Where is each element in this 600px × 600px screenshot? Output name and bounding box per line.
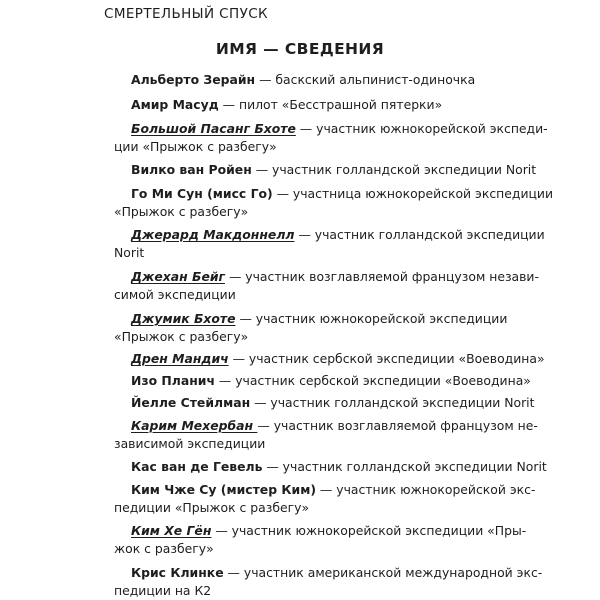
entry-name: Джерард Макдоннелл <box>131 227 295 242</box>
entry-description-continued: симой экспедиции <box>114 286 236 302</box>
section-title: ИМЯ — СВЕДЕНИЯ <box>215 40 385 58</box>
glossary-entry <box>114 120 548 155</box>
entry-description: — участник южнокорейской экспедиции <box>235 311 508 326</box>
entry-description: — участница южнокорейской экспедиции <box>272 186 554 201</box>
entry-name: Дрен Мандич <box>131 351 229 366</box>
glossary-entry <box>114 417 538 452</box>
entry-description: — участник голландской экспедиции Norit <box>262 459 547 474</box>
entry-name: Вилко ван Ройен <box>131 162 252 177</box>
entry-name: Карим Мехербан <box>131 418 258 433</box>
entry-name: Большой Пасанг Бхоте <box>131 121 296 136</box>
entry-description-continued: ции «Прыжок с разбегу» <box>114 138 277 154</box>
entry-description: — участник южнокорейской экспеди- <box>295 121 548 136</box>
glossary-entry <box>114 481 536 516</box>
entry-description: — участник голландской экспедиции <box>294 227 545 242</box>
entry-description-continued: педиции «Прыжок с разбегу» <box>114 499 310 515</box>
entry-name: Изо Планич <box>131 373 215 388</box>
entry-first-line <box>114 481 536 499</box>
entry-name: Амир Масуд <box>131 97 219 112</box>
entry-name: Джумик Бхоте <box>131 311 236 326</box>
entry-description: — пилот «Бесстрашной пятерки» <box>218 97 443 112</box>
entry-description: — участник голландской экспедиции Norit <box>251 162 537 177</box>
entry-first-line <box>114 185 554 203</box>
entry-description-continued: Norit <box>114 244 145 260</box>
entry-description: — участник сербской экспедиции «Воеводина» <box>228 351 545 366</box>
entry-name: Го Ми Сун (мисс Го) <box>131 186 273 201</box>
entry-name: Альберто Зерайн <box>131 72 256 87</box>
entry-description-continued: зависимой экспедиции <box>114 435 266 451</box>
entry-description: — участник американской международной экс- <box>223 565 543 580</box>
entry-description: — участник возглавляемой французом не- <box>257 418 538 433</box>
entry-name: Крис Клинке <box>131 565 224 580</box>
glossary-entry <box>114 372 531 390</box>
entry-first-line <box>114 96 488 114</box>
entry-first-line <box>114 268 539 286</box>
entry-first-line <box>114 394 535 412</box>
entry-first-line <box>114 226 545 244</box>
entry-name: Кас ван де Гевель <box>131 459 263 474</box>
entry-name: Йелле Стейлман <box>131 395 251 410</box>
glossary-entry <box>114 96 488 114</box>
entry-first-line <box>114 120 548 138</box>
glossary-entry <box>114 268 539 303</box>
entry-name: Ким Чже Су (мистер Ким) <box>131 482 316 497</box>
entry-description-continued: жок с разбегу» <box>114 540 214 556</box>
entry-first-line <box>114 350 545 368</box>
glossary-entry <box>114 185 554 220</box>
glossary-entry <box>114 394 535 412</box>
glossary-entry <box>114 310 508 345</box>
entry-first-line <box>114 564 543 582</box>
glossary-entry <box>114 71 488 89</box>
entry-first-line <box>114 522 527 540</box>
entry-description-continued: «Прыжок с разбегу» <box>114 328 249 344</box>
glossary-entry <box>114 458 547 476</box>
glossary-entry <box>114 161 537 179</box>
entry-description-continued: педиции на К2 <box>114 582 212 598</box>
entry-first-line <box>114 71 488 89</box>
running-head: СМЕРТЕЛЬНЫЙ СПУСК <box>104 6 269 22</box>
entry-description: — участник южнокорейской экспедиции «Пры- <box>211 523 527 538</box>
entry-first-line <box>114 161 537 179</box>
entry-first-line <box>114 417 538 435</box>
entry-name: Джехан Бейг <box>131 269 226 284</box>
glossary-entry <box>114 350 545 368</box>
entry-first-line <box>114 372 531 390</box>
entry-description: — участник голландской экспедиции Norit <box>250 395 535 410</box>
entry-description: — участник сербской экспедиции «Воеводина» <box>214 373 531 388</box>
entry-description: — участник южнокорейской экс- <box>315 482 536 497</box>
entry-description: — участник возглавляемой французом незави- <box>225 269 539 284</box>
glossary-entry <box>114 564 543 599</box>
entry-first-line <box>114 310 508 328</box>
entry-description: — баскский альпинист-одиночка <box>255 72 476 87</box>
glossary-entry <box>114 226 545 261</box>
entry-description-continued: «Прыжок с разбегу» <box>114 203 249 219</box>
glossary-entry <box>114 522 527 557</box>
entry-first-line <box>114 458 547 476</box>
entry-name: Ким Хе Гён <box>131 523 212 538</box>
